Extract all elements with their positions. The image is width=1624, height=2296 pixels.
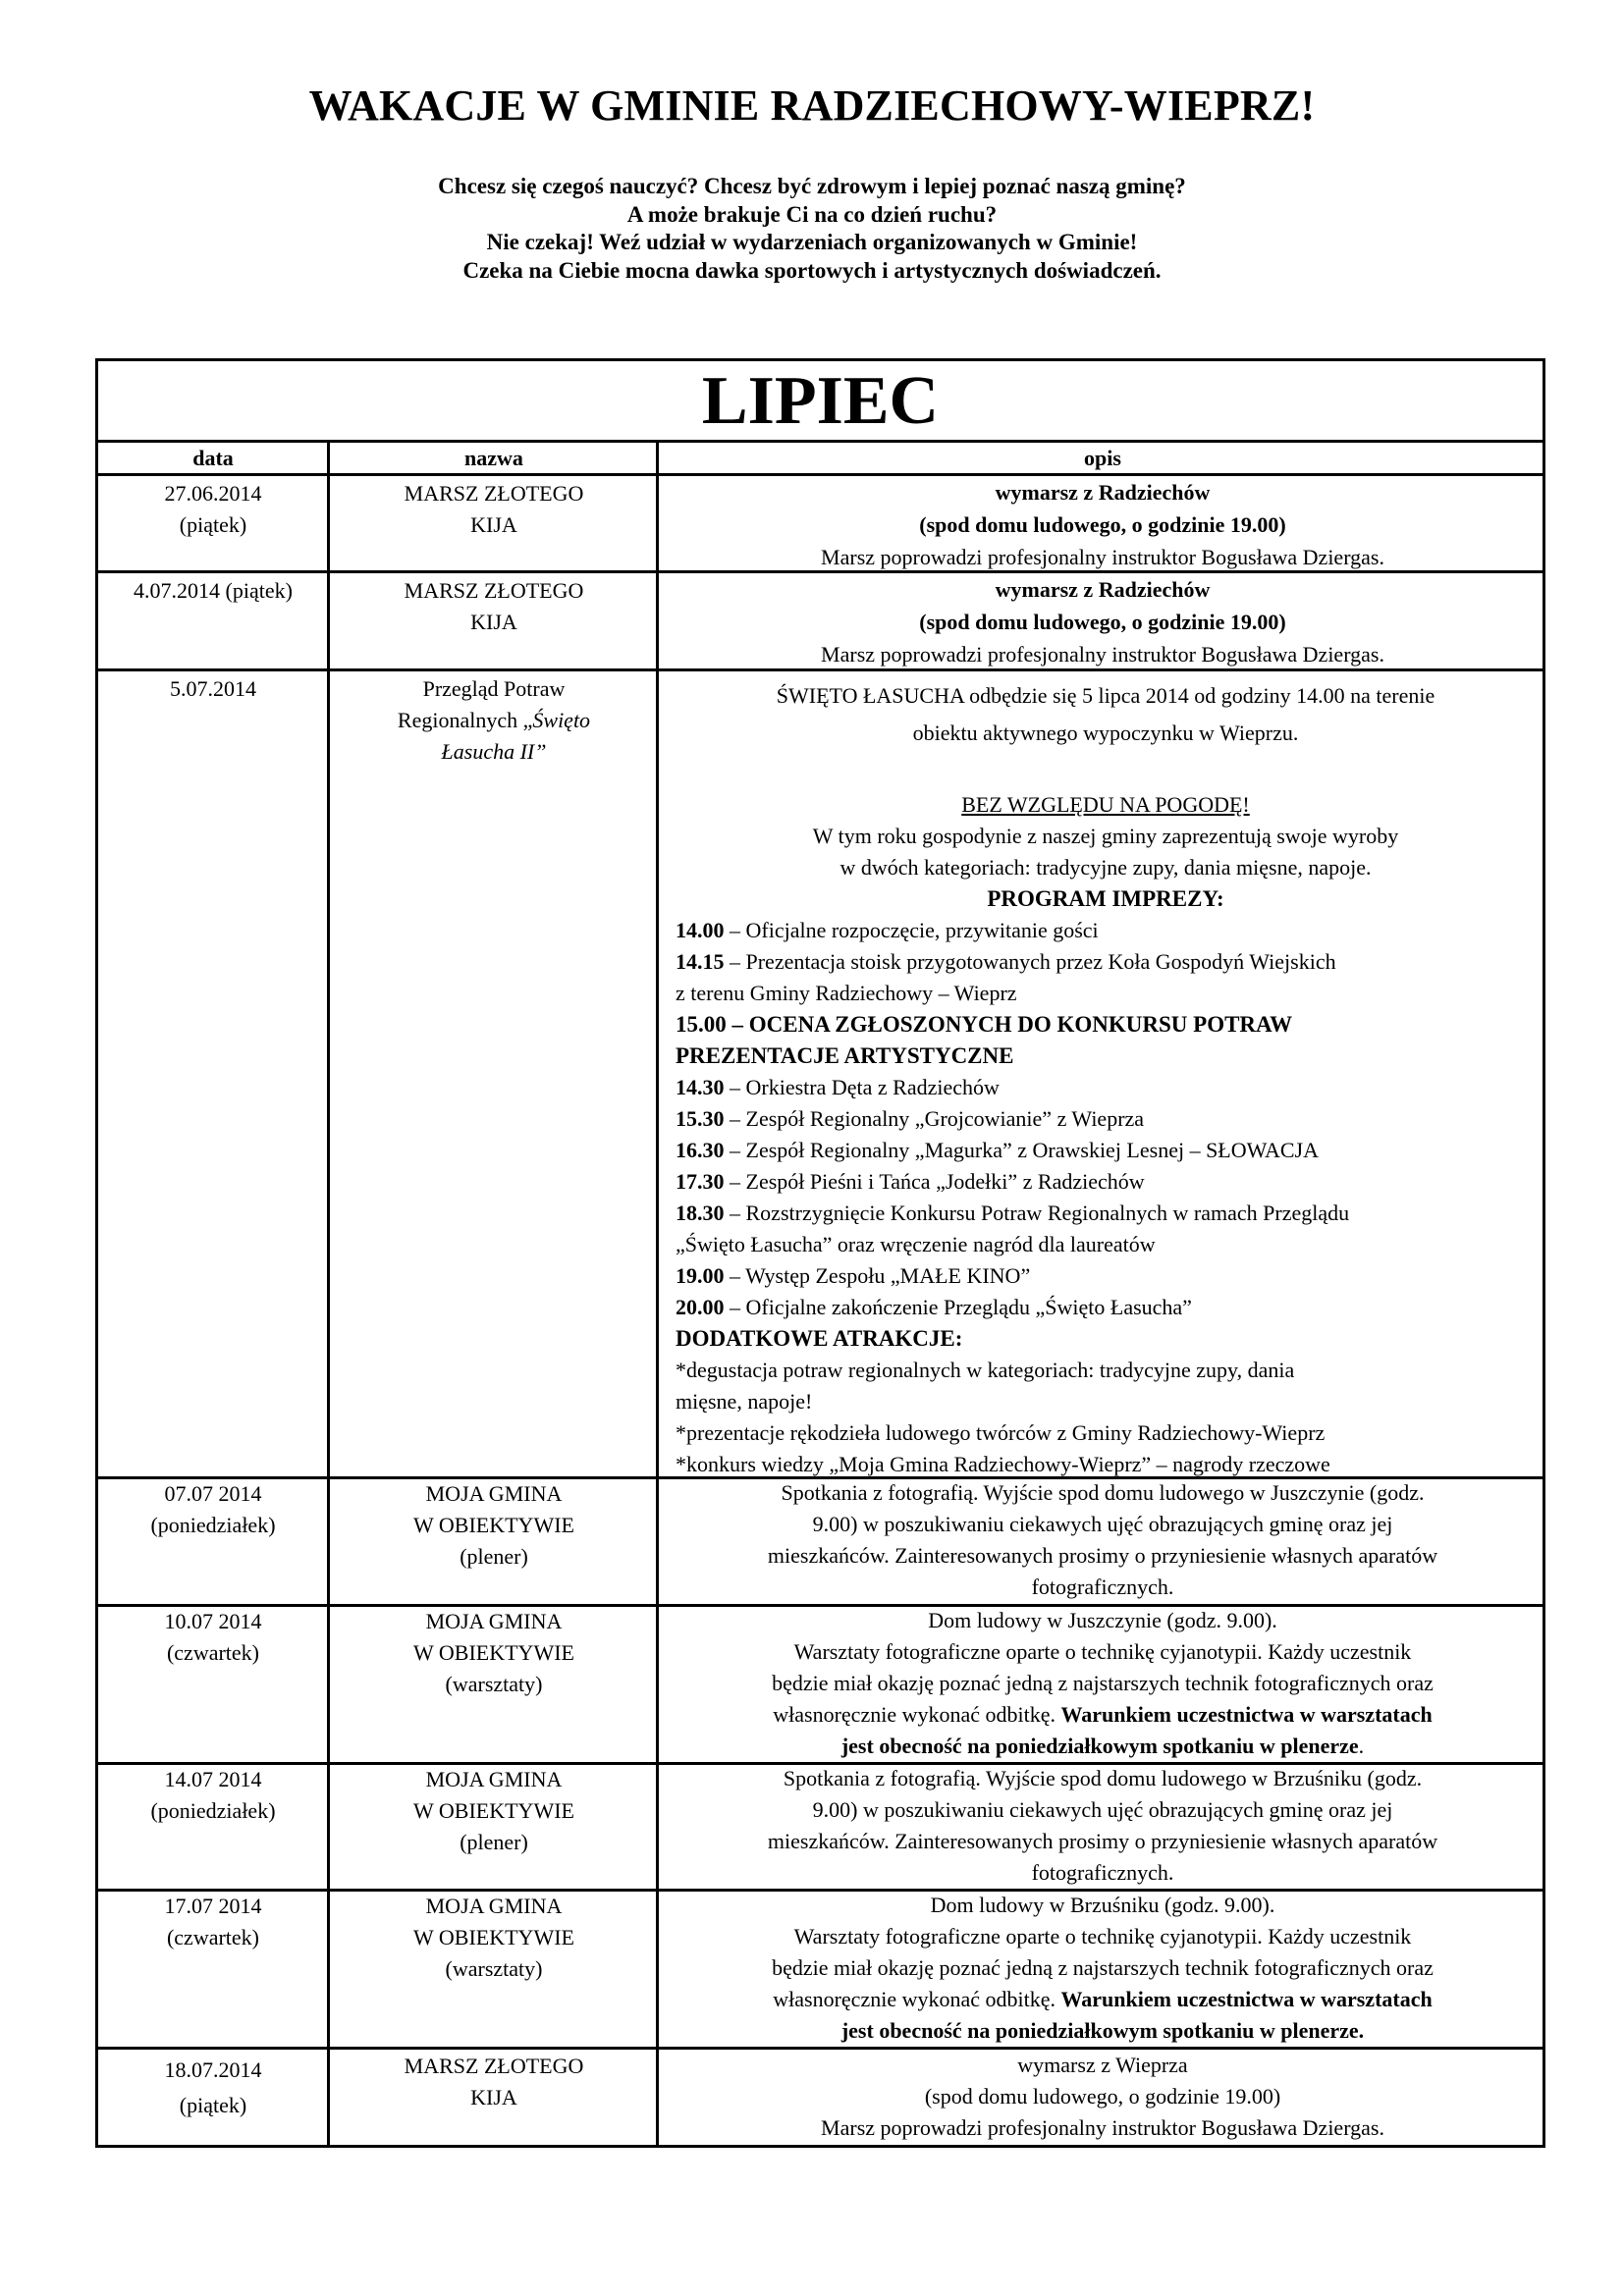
extras-list (676, 1355, 1536, 1480)
date-text: 5.07.2014 (170, 676, 256, 701)
requirement-text: jest obecność na poniedziałkowym spotkaniu w plenerze. (840, 2018, 1365, 2043)
event-date (98, 1478, 328, 1541)
name-line: W OBIEKTYWIE (413, 1798, 574, 1823)
date-text: 07.07 2014 (164, 1481, 262, 1506)
program-time: 20.00 (676, 1295, 725, 1319)
extras-item: mięsne, napoje! (676, 1389, 813, 1414)
extras-item: *konkurs wiedzy „Moja Gmina Radziechowy-Wieprz” – nagrody rzeczowe (676, 1452, 1330, 1476)
intro-text (0, 173, 1624, 286)
name-line-italic: Święto (532, 708, 591, 732)
page-title: WAKACJE W GMINIE RADZIECHOWY-WIEPRZ! (308, 81, 1316, 130)
desc-line: własnoręcznie wykonać odbitkę. (773, 1987, 1061, 2011)
date-text: 14.07 2014 (164, 1767, 262, 1791)
program-time: 14.00 (676, 918, 725, 942)
desc-line: fotograficznych. (1031, 1860, 1174, 1885)
program-text: – Oficjalne rozpoczęcie, przywitanie gości (724, 918, 1099, 942)
name-line: Regionalnych „ (397, 708, 533, 732)
event-name (331, 2051, 657, 2113)
desc-line: będzie miał okazję poznać jedną z najstarszych technik fotograficznych oraz (772, 1955, 1434, 1980)
program-time: PREZENTACJE ARTYSTYCZNE (676, 1043, 1014, 1068)
name-line: KIJA (470, 2085, 517, 2109)
intro-line: Chcesz się czegoś nauczyć? Chcesz być zdrowym i lepiej poznać naszą gminę? (438, 174, 1186, 198)
weekday-text: (poniedziałek) (150, 1513, 276, 1537)
event-date (98, 575, 328, 607)
date-text: 4.07.2014 (piątek) (134, 578, 293, 603)
desc-line: obiektu aktywnego wypoczynku w Wieprzu. (912, 721, 1299, 745)
event-date (98, 478, 328, 541)
name-line: KIJA (470, 610, 517, 634)
name-line: MOJA GMINA (425, 1609, 563, 1633)
name-line: MOJA GMINA (425, 1894, 563, 1918)
desc-line: mieszkańców. Zainteresowanych prosimy o przyniesienie własnych aparatów (767, 1543, 1438, 1568)
program-time: 14.15 (676, 949, 725, 974)
weather-notice: BEZ WZGLĘDU NA POGODĘ! (961, 792, 1250, 817)
desc-line: wymarsz z Radziechów (995, 577, 1211, 602)
event-name (331, 575, 657, 638)
event-description (660, 573, 1545, 670)
extras-heading: DODATKOWE ATRAKCJE: (676, 1326, 963, 1351)
desc-line: Dom ludowy w Brzuśniku (godz. 9.00). (930, 1893, 1275, 1917)
desc-tail: . (1358, 1734, 1365, 1758)
name-line: W OBIEKTYWIE (413, 1640, 574, 1665)
weekday-text: (piątek) (179, 512, 247, 537)
event-name (331, 1891, 657, 1985)
program-time: 19.00 (676, 1263, 725, 1288)
name-line: MARSZ ZŁOTEGO (404, 481, 584, 506)
event-description (660, 1605, 1545, 1762)
program-item (676, 1103, 1536, 1135)
program-item (676, 1009, 1536, 1041)
name-line-italic: Łasucha II” (441, 739, 547, 764)
name-line: W OBIEKTYWIE (413, 1513, 574, 1537)
name-line: MOJA GMINA (425, 1767, 563, 1791)
desc-line: Marsz poprowadzi profesjonalny instruktor Bogusława Dziergas. (821, 2115, 1384, 2140)
requirement-text: jest obecność na poniedziałkowym spotkaniu w plenerze (840, 1734, 1359, 1758)
event-date (98, 1606, 328, 1669)
event-date (98, 1891, 328, 1953)
desc-line: ŚWIĘTO ŁASUCHA odbędzie się 5 lipca 2014 od godziny 14.00 na terenie (776, 683, 1435, 708)
intro-line: A może brakuje Ci na co dzień ruchu? (626, 201, 998, 227)
program-time: 15.30 (676, 1106, 725, 1131)
desc-line: Warsztaty fotograficzne oparte o technikę cyjanotypii. Każdy uczestnik (793, 1639, 1412, 1664)
desc-line: 9.00) w poszukiwaniu ciekawych ujęć obrazujących gminę oraz jej (812, 1512, 1393, 1536)
program-item (676, 1229, 1536, 1260)
desc-line: Spotkania z fotografią. Wyjście spod domu ludowego w Juszczynie (godz. (781, 1480, 1425, 1505)
name-line: (plener) (460, 1544, 528, 1569)
date-text: 17.07 2014 (164, 1894, 262, 1918)
program-time: 18.30 (676, 1201, 725, 1225)
name-line: (warsztaty) (445, 1672, 543, 1696)
program-heading: PROGRAM IMPREZY: (987, 886, 1224, 911)
program-text: – Orkiestra Dęta z Radziechów (724, 1075, 1000, 1099)
name-line: MARSZ ZŁOTEGO (404, 2054, 584, 2078)
program-text: – Zespół Pieśni i Tańca „Jodełki” z Radziechów (724, 1169, 1145, 1194)
desc-line: Marsz poprowadzi profesjonalny instruktor Bogusława Dziergas. (821, 642, 1384, 667)
name-line: Przegląd Potraw (422, 676, 566, 701)
intro-line: Nie czekaj! Weź udział w wydarzeniach organizowanych w Gminie! (486, 230, 1138, 255)
program-text: – Prezentacja stoisk przygotowanych przez Koła Gospodyń Wiejskich (724, 949, 1336, 974)
weekday-text: (piątek) (179, 2093, 247, 2117)
program-item (676, 1041, 1536, 1072)
desc-line: Warsztaty fotograficzne oparte o technikę cyjanotypii. Każdy uczestnik (793, 1924, 1412, 1949)
desc-line: (spod domu ludowego, o godzinie 19.00) (919, 610, 1286, 634)
desc-line: 9.00) w poszukiwaniu ciekawych ujęć obrazujących gminę oraz jej (812, 1797, 1393, 1822)
date-text: 10.07 2014 (164, 1609, 262, 1633)
program-text: – Zespół Regionalny „Grojcowianie” z Wieprza (724, 1106, 1145, 1131)
event-name (331, 478, 657, 541)
intro-line: Czeka na Ciebie mocna dawka sportowych i artystycznych doświadczeń. (462, 258, 1162, 284)
weekday-text: (czwartek) (166, 1925, 260, 1949)
program-item (676, 1260, 1536, 1292)
program-text: – Zespół Regionalny „Magurka” z Orawskiej Lesnej – SŁOWACJA (724, 1138, 1319, 1162)
month-heading: LIPIEC (701, 363, 940, 439)
program-item (676, 946, 1536, 978)
column-header-nazwa: nazwa (464, 446, 523, 470)
event-description (660, 1890, 1545, 2047)
event-date (98, 1764, 328, 1827)
event-name (331, 673, 657, 768)
date-text: 27.06.2014 (164, 481, 262, 506)
event-date (98, 2053, 328, 2123)
program-item (676, 1072, 1536, 1103)
column-header-opis: opis (1084, 446, 1121, 470)
event-description (660, 2050, 1545, 2144)
program-item (676, 1198, 1536, 1229)
requirement-text: Warunkiem uczestnictwa w warsztatach (1060, 1987, 1433, 2011)
weekday-text: (poniedziałek) (150, 1798, 276, 1823)
column-header-data: data (192, 446, 234, 470)
program-time: 16.30 (676, 1138, 725, 1162)
program-item (676, 1166, 1536, 1198)
event-description (660, 1763, 1545, 1889)
desc-line: wymarsz z Radziechów (995, 480, 1211, 505)
program-text: „Święto Łasucha” oraz wręczenie nagród dla laureatów (676, 1232, 1156, 1256)
program-text: – Rozstrzygnięcie Konkursu Potraw Regionalnych w ramach Przeglądu (724, 1201, 1350, 1225)
name-line: (plener) (460, 1830, 528, 1854)
event-description (660, 1477, 1545, 1603)
desc-line: wymarsz z Wieprza (1017, 2053, 1188, 2077)
name-line: KIJA (470, 512, 517, 537)
extras-item: *degustacja potraw regionalnych w kategoriach: tradycyjne zupy, dania (676, 1358, 1295, 1382)
event-description (660, 677, 1545, 1480)
desc-line: Spotkania z fotografią. Wyjście spod domu ludowego w Brzuśniku (godz. (783, 1766, 1423, 1790)
desc-line: (spod domu ludowego, o godzinie 19.00) (924, 2084, 1281, 2109)
desc-line: mieszkańców. Zainteresowanych prosimy o przyniesienie własnych aparatów (767, 1829, 1438, 1853)
program-item (676, 1292, 1536, 1323)
program-time: 14.30 (676, 1075, 725, 1099)
desc-line: Marsz poprowadzi profesjonalny instruktor Bogusława Dziergas. (821, 545, 1384, 569)
program-text: – Występ Zespołu „MAŁE KINO” (724, 1263, 1031, 1288)
date-text: 18.07.2014 (164, 2057, 262, 2082)
event-date (98, 673, 328, 705)
program-list (676, 915, 1536, 1323)
event-name (331, 1606, 657, 1700)
desc-line: W tym roku gospodynie z naszej gminy zaprezentują swoje wyroby (812, 824, 1399, 848)
desc-line: w dwóch kategoriach: tradycyjne zupy, dania mięsne, napoje. (839, 855, 1372, 880)
name-line: MOJA GMINA (425, 1481, 563, 1506)
weekday-text: (czwartek) (166, 1640, 260, 1665)
name-line: MARSZ ZŁOTEGO (404, 578, 584, 603)
desc-line: fotograficznych. (1031, 1575, 1174, 1599)
name-line: W OBIEKTYWIE (413, 1925, 574, 1949)
program-item (676, 978, 1536, 1009)
desc-line: Dom ludowy w Juszczynie (godz. 9.00). (928, 1608, 1277, 1632)
program-time: 17.30 (676, 1169, 725, 1194)
program-time: 15.00 – OCENA ZGŁOSZONYCH DO KONKURSU POTRAW (676, 1012, 1293, 1037)
program-item (676, 915, 1536, 946)
event-name (331, 1478, 657, 1573)
event-description (660, 476, 1545, 573)
requirement-text: Warunkiem uczestnictwa w warsztatach (1060, 1702, 1433, 1727)
program-item (676, 1135, 1536, 1166)
desc-line: własnoręcznie wykonać odbitkę. (773, 1702, 1061, 1727)
name-line: (warsztaty) (445, 1956, 543, 1981)
desc-line: (spod domu ludowego, o godzinie 19.00) (919, 512, 1286, 537)
program-text: z terenu Gminy Radziechowy – Wieprz (676, 981, 1017, 1005)
desc-line: będzie miał okazję poznać jedną z najstarszych technik fotograficznych oraz (772, 1671, 1434, 1695)
event-name (331, 1764, 657, 1858)
program-text: – Oficjalne zakończenie Przeglądu „Święto Łasucha” (724, 1295, 1192, 1319)
extras-item: *prezentacje rękodzieła ludowego twórców z Gminy Radziechowy-Wieprz (676, 1420, 1326, 1445)
